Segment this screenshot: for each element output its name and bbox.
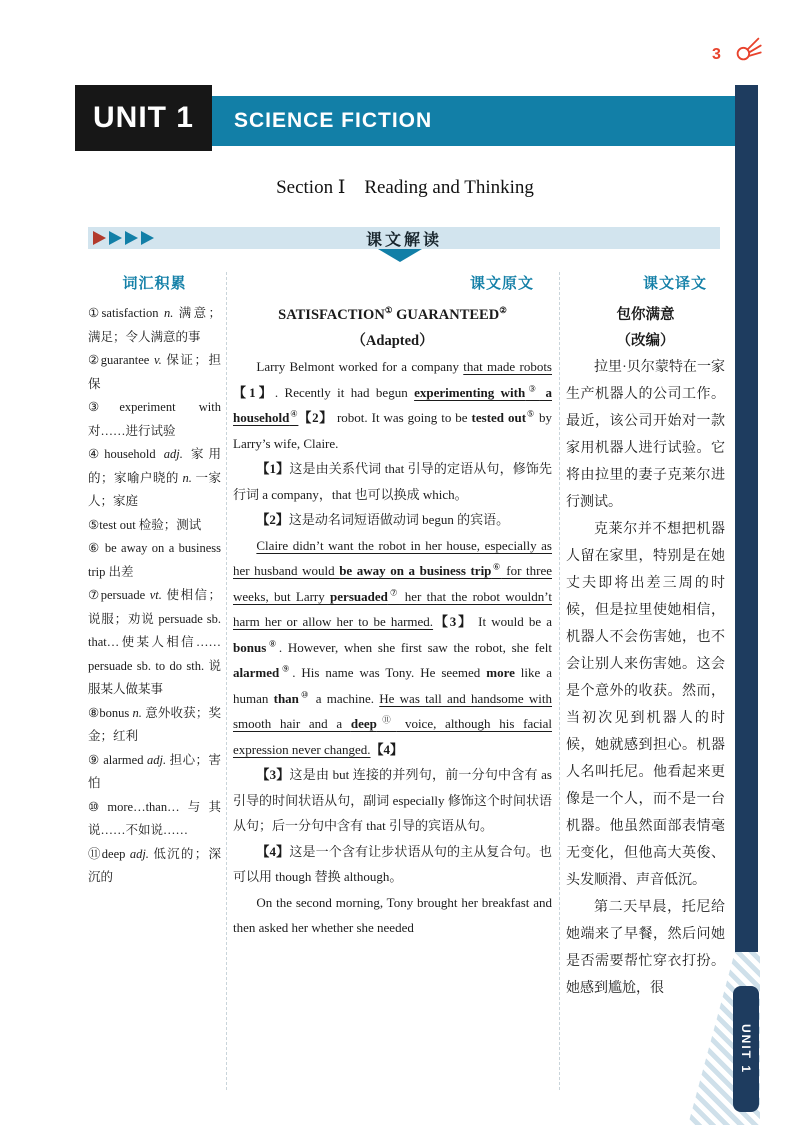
vocab-item: ③experiment with 对……进行试验 xyxy=(88,400,221,438)
vocab-item: ①satisfaction n. 满意；满足；令人满意的事 xyxy=(88,306,221,344)
translation-paragraph: 第二天早晨，托尼给她端来了早餐，然后问她是否需要帮忙穿衣打扮。她感到尴尬，很 xyxy=(566,900,725,996)
vocab-item: ⑥ be away on a business trip 出差 xyxy=(88,541,221,579)
translation-header: 课文译文 xyxy=(642,275,707,292)
grammar-note: 【3】这是由 but 连接的并列句，前一分句中含有 as 引导的时间状语从句，副词 especially 修饰这个时间状语从句；后一分句中含有 that 引导的宾语从句。 xyxy=(233,767,552,833)
translation-paragraph: 拉里·贝尔蒙特在一家生产机器人的公司工作。最近，该公司开始对一款家用机器人进行试验。它将由拉里的妻子克莱尔进行测试。 xyxy=(566,360,725,510)
column-divider xyxy=(559,272,560,1090)
vocab-item: ⑪deep adj. 低沉的；深沉的 xyxy=(88,846,221,884)
original-text-header: 课文原文 xyxy=(469,275,534,292)
vocabulary-column xyxy=(88,272,221,1095)
vocabulary-header: 词汇积累 xyxy=(122,275,187,292)
vocab-item: ④household adj. 家用的；家喻户晓的 n. 一家人；家庭 xyxy=(88,447,221,508)
vocab-item: ⑦persuade vt. 使相信；说服；劝说 persuade sb. that…使某人相信…… persuade sb. to do sth. 说服某人做某事 xyxy=(88,588,221,696)
lesson-banner xyxy=(88,227,720,249)
translation-column xyxy=(566,272,725,1095)
unit-sidebar-tab xyxy=(733,986,759,1112)
translation-title: 包你满意 xyxy=(616,307,675,323)
vocab-item: ②guarantee v. 保证；担保 xyxy=(88,353,221,391)
grammar-note: 【1】这是由关系代词 that 引导的定语从句，修饰先行词 a company，that 也可以换成 which。 xyxy=(233,461,552,502)
vocab-item: ⑩more…than…与其说……不如说…… xyxy=(88,799,221,837)
section-title: Section Ⅰ Reading and Thinking xyxy=(276,177,534,198)
passage-title: SATISFACTION① GUARANTEED② xyxy=(278,305,507,323)
vocab-item: ⑧bonus n. 意外收获；奖金；红利 xyxy=(88,705,221,743)
original-paragraph: Larry Belmont worked for a company that made robots【1】. Recently it had begun experimenting with③ a household④【2】 robot. It was going to be tested out⑤ by Larry’s wife, Claire. xyxy=(233,359,552,451)
translation-paragraph: 克莱尔并不想把机器人留在家里，特别是在她丈夫即将出差三周的时候，但是拉里使她相信，机器人不会伤害她，也不会让别人来伤害她。这会是个意外的收获。然而，当初次见到机器人的时候，她就感到担心。机器人名叫托尼。他看起来更像是一个人，而不是一台机器。他虽然面部表情毫无变化，但他高大英俊、头发顺滑、声音低沉。 xyxy=(566,522,725,888)
hand-doodle-icon xyxy=(733,34,763,64)
right-edge-bar xyxy=(735,85,758,960)
unit-number-box: UNIT 1 xyxy=(75,85,212,151)
banner-title: 课文解读 xyxy=(365,231,442,249)
original-text-column xyxy=(233,272,552,1095)
column-divider xyxy=(226,272,227,1090)
unit-title-box: SCIENCE FICTION xyxy=(212,96,735,146)
banner-down-arrow-icon xyxy=(378,249,422,262)
vocab-item: ⑨ alarmed adj. 担心；害怕 xyxy=(88,752,221,790)
original-paragraph: On the second morning, Tony brought her breakfast and then asked her whether she needed xyxy=(233,894,552,935)
vocab-item: ⑤test out 检验；测试 xyxy=(88,517,202,532)
passage-subtitle: （Adapted） xyxy=(351,333,434,349)
page-number: 3 xyxy=(712,46,721,63)
grammar-note: 【4】这是一个含有让步状语从句的主从复合句。也可以用 though 替换 although。 xyxy=(233,843,552,884)
grammar-note: 【2】这是动名词短语做动词 begun 的宾语。 xyxy=(256,512,510,527)
translation-subtitle: （改编） xyxy=(616,333,675,349)
original-paragraph: Claire didn’t want the robot in her house, especially as her husband would be away on a business trip⑥ for three weeks, but Larry persuaded⑦ her that the robot wouldn’t harm her or allow her to be harmed.【3】 It would be a bonus⑧. However, when she first saw the robot, she felt alarmed⑨. His name was Tony. He seemed more like a human than⑩ a machine. He was tall and handsome with smooth hair and a deep⑪ voice, although his facial expression never changed.【4】 xyxy=(233,537,552,757)
unit-sidebar-label: UNIT 1 xyxy=(739,1023,753,1074)
